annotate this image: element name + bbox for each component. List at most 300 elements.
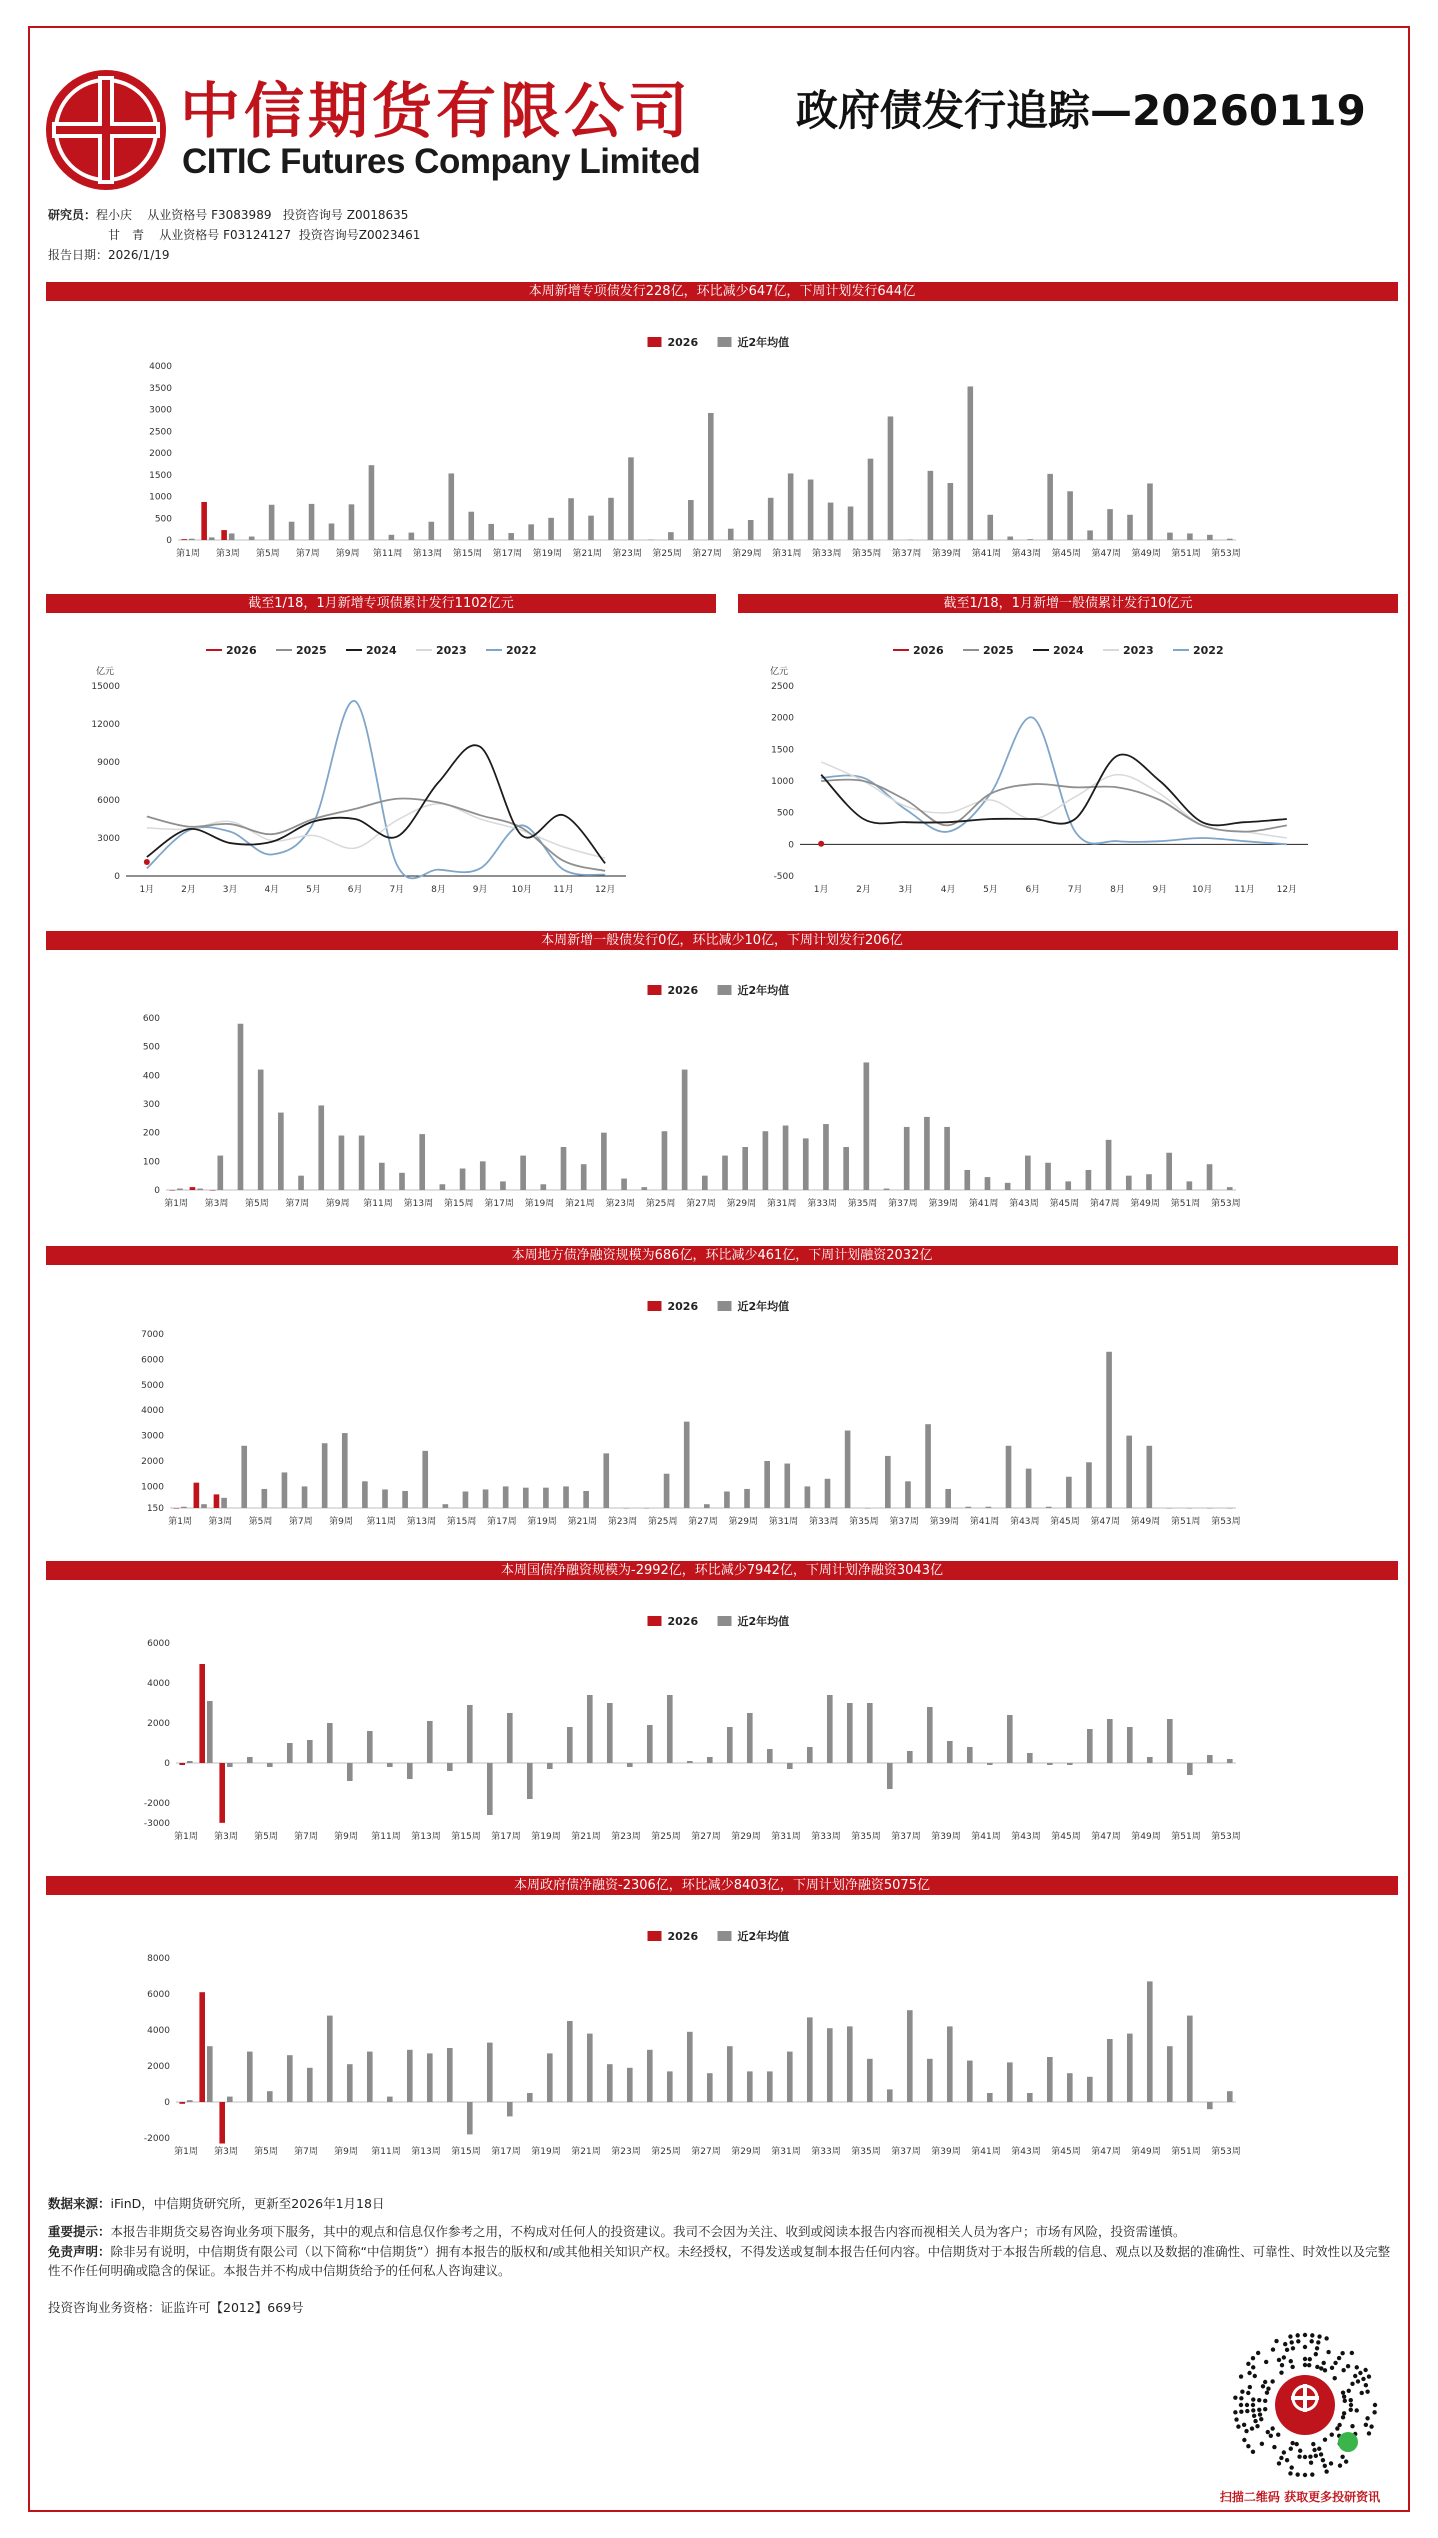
qr-dot [1312,2448,1316,2452]
y-tick-label: 2000 [771,713,794,724]
bar-avg [1027,539,1033,540]
qr-dot [1252,2414,1256,2418]
qr-dot [1364,2383,1368,2387]
bar-avg [688,500,694,540]
report-title: 政府债发行追踪—20260119 [796,86,1366,135]
bar-avg [587,1695,593,1763]
bar-avg [887,1763,893,1789]
bar-avg [427,1721,433,1763]
bar-avg [298,1176,304,1190]
x-tick-label: 第45周 [1049,1199,1080,1209]
x-tick-label: 第27周 [691,2147,721,2157]
bar-avg [867,1703,873,1763]
qr-dot [1365,2389,1369,2393]
x-tick-label: 第53周 [1211,1832,1241,1842]
bar-avg [327,2016,333,2102]
x-tick-label: 第31周 [771,1832,801,1842]
qr-dot [1350,2424,1354,2428]
series-2024-line [147,745,605,863]
y-tick-label: -3000 [143,1819,170,1829]
report-date: 报告日期：2026/1/19 [48,248,170,262]
qr-dot [1251,2403,1255,2407]
qr-dot [1251,2450,1255,2454]
x-tick-label: 第9周 [325,1199,350,1209]
qr-dot [1315,2365,1319,2369]
bar-avg [567,2021,573,2102]
bar-avg [668,532,674,540]
y-unit-label: 亿元 [96,667,115,677]
bar-avg [197,1189,203,1190]
qr-dot [1309,2460,1313,2464]
x-tick-label: 第3周 [204,1199,229,1209]
y-tick-label: 2500 [149,427,172,438]
y-unit-label: 亿元 [770,667,789,677]
x-tick-label: 第37周 [891,1832,921,1842]
bar-avg [803,1138,809,1190]
bar-avg [367,1731,373,1763]
y-tick-label: 600 [142,1014,160,1024]
y-tick-label: 2000 [141,1457,164,1468]
legend-entry: 近2年均值 [737,1615,790,1628]
bar-avg [483,1489,489,1508]
qr-dot [1242,2438,1246,2442]
y-tick-label: 6000 [147,1639,170,1649]
qr-dot [1294,2442,1298,2446]
x-tick-label: 第15周 [446,1517,477,1527]
qr-dot [1290,2365,1294,2369]
bar-avg [287,2055,293,2102]
bar-avg [1207,1755,1213,1763]
bar-avg [227,2097,233,2102]
series-2026-point [144,859,150,865]
x-tick-label: 第37周 [891,2147,921,2157]
bar-avg [1187,1181,1193,1190]
bar-avg [664,1474,670,1508]
disclaimer: 免责声明：除非另有说明，中信期货有限公司（以下简称“中信期货”）拥有本报告的版权和/或其他相关知识产权。未经授权，不得发送或复制本报告任何内容。中信期货对于本报告所载的信息、观点以及数据的准确性、可靠性、时效性以及完整性不作任何明确或隐含的保证。本报告并不构成中信期货给予的任何私人咨询建议。 [48,2244,1391,2278]
banner-local-net: 本周地方债净融资规模为686亿，环比减少461亿，下周计划融资2032亿 [46,1246,1398,1265]
qr-dot [1289,2359,1293,2363]
bar-avg [419,1134,425,1190]
x-tick-label: 第53周 [1211,1517,1241,1527]
y-tick-label: 1500 [149,470,172,481]
bar-2026 [199,1664,205,1763]
x-tick-label: 第41周 [969,1517,1000,1527]
bar-2026 [219,1763,225,1823]
bar-avg [845,1431,851,1508]
x-tick-label: 第25周 [648,1517,678,1527]
legend-entry: 近2年均值 [737,984,790,997]
qr-dot [1303,2473,1307,2477]
qr-dot [1280,2363,1284,2367]
bar-avg [487,2043,493,2102]
bar-avg [207,1701,213,1763]
x-tick-label: 第31周 [771,2147,801,2157]
x-tick-label: 第37周 [891,549,922,558]
qr-dot [1340,2351,1344,2355]
qr-dot [1314,2454,1318,2458]
bar-avg [787,1763,793,1769]
bar-avg [763,1131,769,1190]
x-tick-label: 第47周 [1091,549,1121,558]
qr-dot [1239,2403,1243,2407]
bar-avg [287,1743,293,1763]
qr-dot [1277,2358,1281,2362]
x-tick-label: 第25周 [651,1832,681,1842]
legend-entry: 2022 [506,644,537,657]
legend-entry: 2024 [366,644,397,657]
bar-avg [267,2091,273,2102]
x-tick-label: 第33周 [811,1832,841,1842]
x-tick-label: 10月 [1191,885,1213,895]
bar-avg [827,2028,833,2102]
x-tick-label: 第5周 [248,1517,273,1527]
qr-dot [1285,2348,1289,2352]
x-tick-label: 第47周 [1091,1832,1121,1842]
x-tick-label: 第25周 [651,2147,681,2157]
bar-avg [641,1187,647,1190]
y-tick-label: 150 [146,1504,164,1514]
qr-dot [1245,2409,1249,2413]
x-tick-label: 8月 [1110,885,1125,895]
x-tick-label: 第39周 [931,2147,961,2157]
qr-dot [1346,2364,1350,2368]
bar-avg [407,1763,413,1779]
x-tick-label: 第21周 [571,1832,601,1842]
y-tick-label: 3000 [141,1431,164,1442]
bar-avg [187,2100,193,2102]
x-tick-label: 第19周 [531,2147,561,2157]
bar-avg [217,1156,223,1190]
legend-entry: 2025 [983,644,1014,657]
qr-dot [1303,2357,1307,2361]
qr-dot [1266,2430,1270,2434]
bar-avg [968,386,974,540]
y-tick-label: 4000 [147,2026,170,2036]
bar-avg [1227,1508,1233,1509]
x-tick-label: 9月 [1152,885,1168,895]
bar-2026 [210,1190,216,1191]
bar-avg [318,1105,324,1190]
bar-avg [258,1070,264,1190]
chart-treasury-net-financing [46,1597,1398,1847]
author-line-2: 甘 青 从业资格号 F03124127 投资咨询号Z0023461 [108,228,421,242]
x-tick-label: 第17周 [484,1199,514,1209]
x-tick-label: 第39周 [928,1199,958,1209]
qr-dot [1323,2437,1327,2441]
qr-dot [1303,2455,1307,2459]
qr-dot [1246,2362,1250,2366]
bar-avg [647,1725,653,1763]
bar-avg [382,1489,388,1508]
bar-avg [707,1757,713,1763]
y-tick-label: 0 [788,840,794,851]
qr-dot [1253,2419,1257,2423]
bar-avg [828,503,834,540]
bar-avg [947,2026,953,2102]
bar-avg [905,1481,911,1508]
x-tick-label: 第7周 [288,1517,313,1527]
qr-dot [1265,2390,1269,2394]
qr-dot [1333,2376,1337,2380]
bar-avg [520,1156,526,1190]
bar-avg [1027,2093,1033,2102]
qr-dot [1307,2363,1311,2367]
qr-dot [1329,2461,1333,2465]
x-tick-label: 2月 [856,885,871,895]
x-tick-label: 第15周 [451,2147,481,2157]
qr-dot [1263,2380,1267,2384]
qr-dot [1350,2351,1354,2355]
y-tick-label: -2000 [143,1799,170,1809]
bar-avg [1147,1757,1153,1763]
bar-avg [767,2071,773,2102]
qr-dot [1337,2356,1341,2360]
x-tick-label: 第35周 [851,2147,881,2157]
legend-entry: 2026 [667,1615,699,1628]
qr-dot [1355,2408,1359,2412]
bar-avg [307,2068,313,2102]
banner-treasury-net: 本周国债净融资规模为-2992亿，环比减少7942亿，下周计划净融资3043亿 [46,1561,1398,1580]
y-tick-label: 4000 [149,362,172,372]
citic-logo [44,68,168,192]
bar-avg [387,2097,393,2102]
x-tick-label: 3月 [222,885,238,895]
bar-avg [429,522,435,540]
bar-avg [748,520,754,540]
x-tick-label: 第33周 [811,2147,841,2157]
bar-avg [843,1147,849,1190]
bar-avg [443,1504,449,1508]
bar-2026 [190,1187,196,1190]
bar-avg [724,1491,730,1508]
bar-avg [687,1761,693,1763]
bar-avg [1127,515,1133,540]
bar-avg [987,515,993,540]
x-tick-label: 第35周 [849,1517,879,1527]
bar-avg [986,1507,992,1508]
bar-avg [468,512,474,540]
qr-dot [1282,2450,1286,2454]
bar-avg [1227,539,1233,540]
qr-dot [1248,2385,1252,2389]
legend-entry: 近2年均值 [737,1930,790,1943]
bar-avg [648,540,654,541]
bar-avg [181,1507,187,1508]
bar-avg [624,1508,630,1509]
bar-avg [1047,474,1053,540]
bar-avg [347,2064,353,2102]
bar-avg [480,1161,486,1190]
x-tick-label: 第49周 [1131,1832,1161,1842]
bar-avg [177,1189,183,1190]
qr-dot [1266,2387,1270,2391]
bar-avg [389,535,395,540]
bar-avg [547,2053,553,2102]
x-tick-label: 第19周 [531,1832,561,1842]
qr-dot [1314,2352,1318,2356]
x-tick-label: 第29周 [732,549,762,558]
chart-general-bond-cumulative [738,630,1398,910]
bar-avg [460,1169,466,1191]
bar-avg [447,2048,453,2102]
x-tick-label: 第21周 [567,1517,598,1527]
series-2022-line [147,701,605,879]
x-tick-label: 第23周 [611,2147,641,2157]
x-tick-label: 第17周 [491,1832,521,1842]
bar-avg [369,465,375,540]
qr-dot [1310,2333,1314,2337]
qr-dot [1341,2415,1345,2419]
y-tick-label: 8000 [147,1954,170,1964]
qr-dot [1367,2431,1371,2435]
x-tick-label: 第1周 [168,1517,192,1527]
x-tick-label: 第51周 [1171,1832,1201,1842]
qr-dot [1311,2442,1315,2446]
y-tick-label: 0 [164,2098,170,2108]
x-tick-label: 1月 [139,885,155,895]
bar-avg [367,2052,373,2102]
bar-2026 [214,1494,220,1508]
legend-swatch [648,1616,662,1626]
x-tick-label: 8月 [431,885,446,895]
x-tick-label: 第27周 [692,549,722,558]
bar-avg [241,1446,247,1508]
bar-avg [1167,533,1173,540]
bar-avg [682,1070,688,1190]
qr-dot [1272,2445,1276,2449]
bar-avg [1187,1508,1193,1509]
bar-avg [884,1189,890,1190]
x-tick-label: 9月 [472,885,488,895]
bar-avg [707,2073,713,2102]
chart-special-bond-weekly [46,318,1398,558]
chart-general-bond-weekly [46,966,1398,1216]
bar-2026 [221,530,227,540]
x-tick-label: 第1周 [174,2147,198,2157]
y-tick-label: -500 [773,872,794,882]
bar-avg [768,498,774,540]
bar-avg [788,473,794,540]
bar-2026 [201,502,207,540]
legend-swatch [648,1301,662,1311]
qr-dot [1303,2333,1307,2337]
bar-avg [967,2061,973,2102]
qr-dot [1340,2455,1344,2459]
x-tick-label: 第45周 [1051,2147,1081,2157]
bar-avg [587,2034,593,2102]
bar-avg [827,1695,833,1763]
bar-avg [808,480,814,540]
qr-dot [1315,2346,1319,2350]
legend-entry: 2026 [667,336,699,349]
bar-avg [407,2050,413,2102]
y-tick-label: 15000 [91,682,120,692]
x-tick-label: 第41周 [968,1199,999,1209]
qr-dot [1361,2377,1365,2381]
qr-dot [1277,2461,1281,2465]
x-tick-label: 7月 [389,885,405,895]
bar-avg [1047,2057,1053,2102]
x-tick-label: 第23周 [612,549,642,558]
qr-dot [1349,2398,1353,2402]
x-tick-label: 第19周 [527,1517,557,1527]
bar-avg [1147,1981,1153,2102]
bar-avg [1227,2091,1233,2102]
y-tick-label: 1500 [771,745,794,756]
qr-dot [1317,2447,1321,2451]
qr-dot [1341,2368,1345,2372]
bar-avg [309,504,315,540]
qr-dot [1291,2346,1295,2350]
bar-avg [1106,1352,1112,1508]
qr-dot [1233,2410,1237,2414]
legend-entry: 2022 [1193,644,1224,657]
qr-code-icon[interactable] [1230,2330,1380,2480]
x-tick-label: 第17周 [492,549,523,558]
bar-avg [722,1156,728,1190]
bar-avg [359,1136,365,1190]
bar-avg [339,1136,345,1190]
x-tick-label: 第25周 [645,1199,676,1209]
legend-entry: 2023 [436,644,467,657]
bar-avg [1187,1763,1193,1775]
y-tick-label: 1000 [771,777,794,787]
qr-dot [1251,2356,1255,2360]
bar-avg [1187,533,1193,540]
x-tick-label: 第13周 [403,1199,434,1209]
qr-dot [1295,2333,1299,2337]
x-tick-label: 第23周 [605,1199,635,1209]
bar-avg [1086,1170,1092,1190]
bar-avg [1126,1436,1132,1508]
bar-avg [767,1749,773,1763]
x-tick-label: 1月 [813,885,829,895]
chart-special-bond-cumulative [46,630,716,910]
bar-avg [247,2052,253,2102]
x-tick-label: 第3周 [216,549,240,558]
bar-avg [847,1703,853,1763]
x-tick-label: 第19周 [524,1199,555,1209]
bar-avg [1167,1719,1173,1763]
qr-dot [1298,2449,1302,2453]
y-tick-label: 2000 [149,449,172,459]
legend-entry: 近2年均值 [737,336,790,349]
banner-general-cumulative: 截至1/18，1月新增一般债累计发行10亿元 [738,594,1398,613]
bar-avg [282,1472,288,1508]
bar-avg [1146,1174,1152,1190]
legend-entry: 2026 [226,644,257,657]
x-tick-label: 第3周 [214,1832,238,1842]
bar-avg [627,2068,633,2102]
x-tick-label: 2月 [181,885,196,895]
qr-dot [1270,2379,1274,2383]
legend-swatch [648,337,662,347]
qr-dot [1261,2384,1265,2388]
bar-avg [583,1491,589,1508]
qr-dot [1246,2444,1250,2448]
bar-2026 [169,1190,175,1191]
x-tick-label: 第53周 [1211,2147,1241,2157]
series-2025-line [821,780,1287,832]
x-tick-label: 第13周 [411,2147,441,2157]
x-tick-label: 11月 [1234,885,1255,895]
bar-avg [807,1747,813,1763]
bar-avg [302,1486,308,1508]
qr-dot [1236,2424,1240,2428]
bar-avg [349,504,355,540]
bar-avg [627,1763,633,1767]
bar-avg [1005,1183,1011,1190]
